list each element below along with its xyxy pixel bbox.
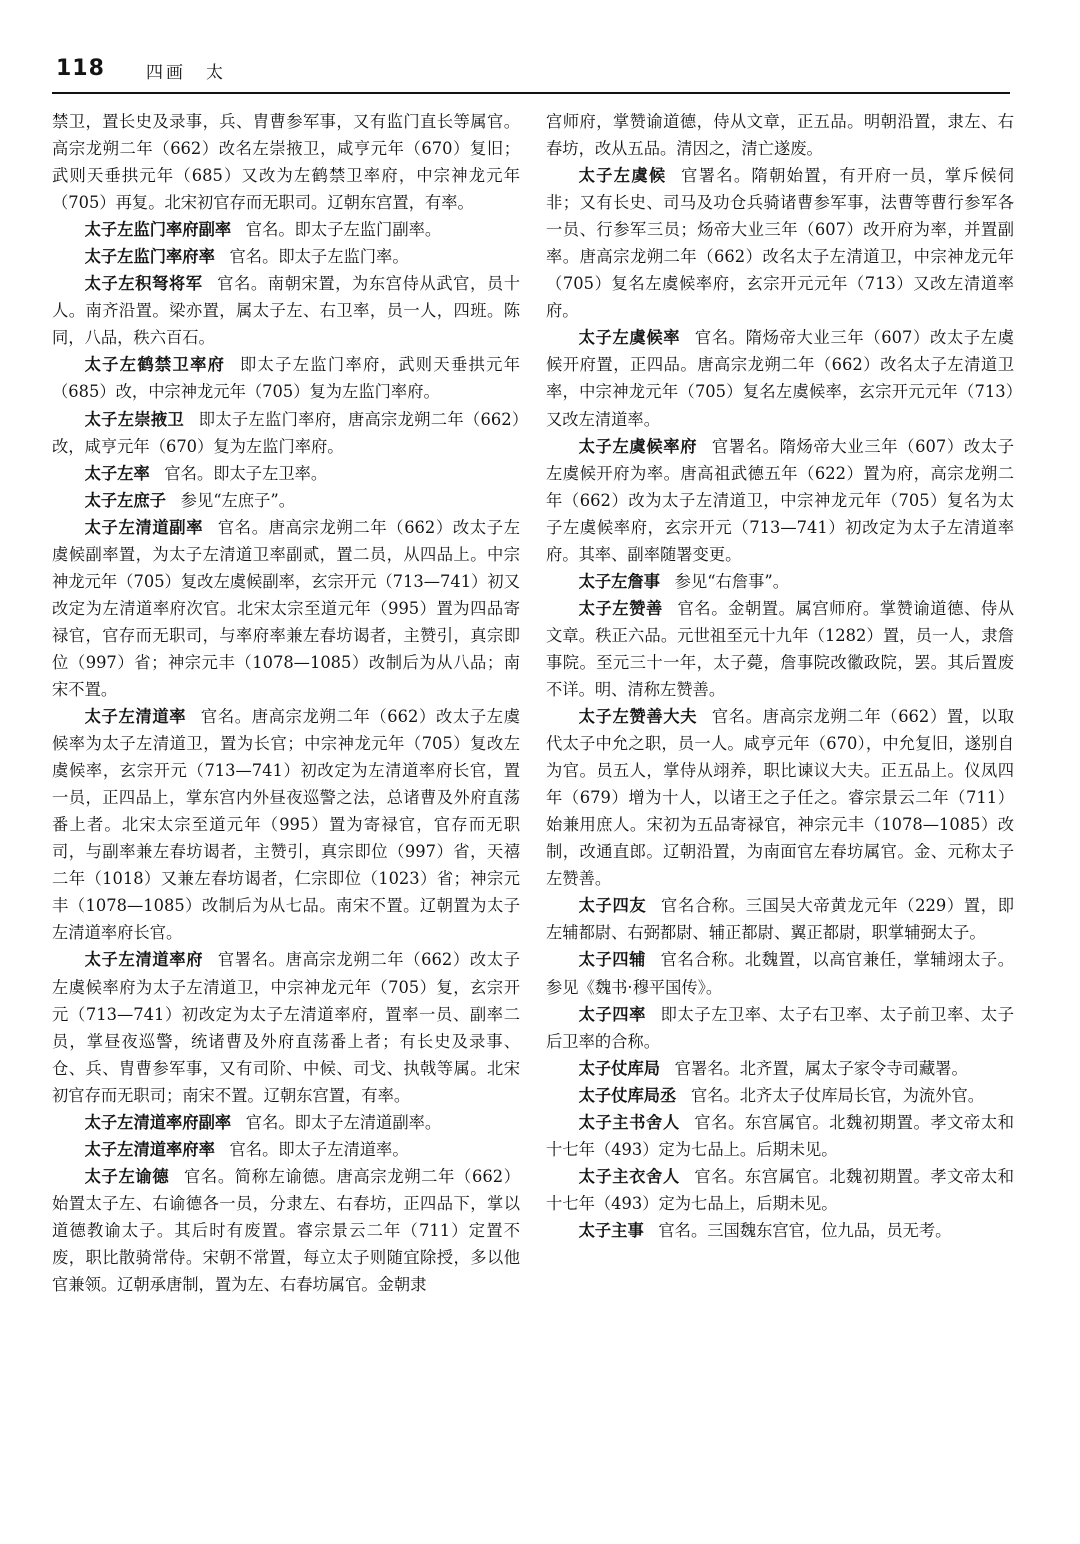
entry-definition: 官名。金朝置。属宫师府。掌赞谕道德、侍从文章。秩正六品。元世祖至元十九年（1282）置，员一人，隶詹事院。至元三十一年，太子薨，詹事院改徽政院，罢。其后置废不详。明、清称左赞善。 (546, 598, 1014, 699)
entry-definition: 参见“左庶子”。 (180, 490, 296, 510)
entry-definition: 官署名。隋朝始置，有开府一员，掌斥候伺非；又有长史、司马及功仓兵骑诸曹参军事，法曹等曹行参军各一员、行参军三员；炀帝大业三年（607）改开府为率，并置副率。唐高宗龙朔二年（662）改名太子左清道卫，中宗神龙元年（705）复名左虞候率府，玄宗开元元年（713）又改左清道率府。 (546, 166, 1014, 321)
dictionary-entry (52, 514, 520, 703)
dictionary-entry (546, 162, 1014, 324)
entry-definition: 官名合称。北魏置，以高官兼任，掌辅翊太子。参见《魏书·穆平国传》。 (546, 950, 1014, 997)
entry-headword: 太子左崇掖卫 (84, 409, 185, 429)
entry-definition: 即太子左卫率、太子右卫率、太子前卫率、太子后卫率的合称。 (546, 1004, 1014, 1051)
entry-headword: 太子左詹事 (578, 571, 661, 591)
entry-definition: 官名。东宫属官。北魏初期置。孝文帝太和十七年（493）定为七品上，后期未见。 (546, 1166, 1014, 1213)
dictionary-entry (546, 1217, 1014, 1244)
entry-definition: 官名。即太子左清道副率。 (245, 1112, 442, 1132)
entry-headword: 太子左赞善 (578, 598, 663, 618)
entry-definition: 参见“右詹事”。 (674, 571, 790, 591)
right-column (546, 108, 1014, 1244)
entry-headword: 太子左谕德 (84, 1166, 170, 1186)
entry-headword: 太子左监门率府副率 (84, 220, 232, 240)
entry-headword: 太子左清道率府率 (84, 1139, 215, 1159)
dictionary-entry (52, 270, 520, 351)
dictionary-entry (52, 243, 520, 270)
entry-definition: 禁卫，置长史及录事，兵、胄曹参军事，又有监门直长等属官。高宗龙朔二年（662）改名左崇掖卫，咸亨元年（670）复旧；武则天垂拱元年（685）又改为左鹤禁卫率府，中宗神龙元年（705）再复。北宋初官存而无职司。辽朝东宫置，有率。 (52, 112, 520, 213)
entry-definition: 宫师府，掌赞谕道德，侍从文章，正五品。明朝沿置，隶左、右春坊，改从五品。清因之，清亡遂废。 (546, 112, 1014, 159)
dictionary-entry (52, 1109, 520, 1136)
entry-definition: 官署名。北齐置，属太子家令寺司藏署。 (674, 1058, 968, 1078)
entry-headword: 太子左虞候 (578, 166, 667, 186)
dictionary-entry (546, 892, 1014, 946)
entry-headword: 太子左鹤禁卫率府 (84, 355, 226, 375)
dictionary-entry (52, 487, 520, 514)
dictionary-entry (546, 946, 1014, 1000)
entry-headword: 太子左虞候率 (578, 328, 681, 348)
dictionary-entry (52, 460, 520, 487)
entry-headword: 太子主衣舍人 (578, 1166, 680, 1186)
dictionary-entry (546, 595, 1014, 703)
entry-definition: 即太子左监门率府，唐高宗龙朔二年（662）改，咸亨元年（670）复为左监门率府。 (52, 409, 520, 456)
header-rule (52, 92, 1010, 94)
dictionary-entry (546, 108, 1014, 162)
entry-definition: 官名。即太子左清道率。 (229, 1139, 409, 1159)
entry-definition: 官名。唐高宗龙朔二年（662）置，以取代太子中允之职，员一人。咸亨元年（670），中允复旧，遂别自为官。员五人，掌侍从翊养，职比谏议大夫。正五品上。仪凤四年（679）增为十人，以诸王之子任之。睿宗景云二年（711）始兼用庶人。宋初为五品寄禄官，神宗元丰（1078—1085）改制，改通直郎。辽朝沿置，为南面官左春坊属官。金、元称太子左赞善。 (546, 707, 1014, 889)
entry-headword: 太子左庶子 (84, 490, 167, 510)
section-heading: 四画 太 (146, 63, 226, 83)
dictionary-entry (546, 433, 1014, 568)
dictionary-entry (52, 703, 520, 946)
page-header (56, 56, 1006, 88)
entry-definition: 官名。北齐太子仗库局长官，为流外官。 (690, 1085, 985, 1105)
entry-headword: 太子四率 (578, 1004, 647, 1024)
dictionary-entry (546, 568, 1014, 595)
dictionary-entry (546, 1055, 1014, 1082)
dictionary-entry (546, 1109, 1014, 1163)
entry-headword: 太子四友 (578, 896, 647, 916)
entry-headword: 太子左清道率府副率 (84, 1112, 232, 1132)
entry-headword: 太子仗库局丞 (578, 1085, 677, 1105)
dictionary-entry (52, 406, 520, 460)
dictionary-entry (546, 324, 1014, 432)
dictionary-entry (52, 216, 520, 243)
entry-definition: 官名。即太子左监门副率。 (245, 220, 442, 240)
dictionary-entry (546, 1163, 1014, 1217)
left-column (52, 108, 520, 1298)
entry-definition: 官名。东宫属官。北魏初期置。孝文帝太和十七年（493）定为七品上。后期未见。 (546, 1112, 1014, 1159)
dictionary-entry (546, 703, 1014, 892)
entry-headword: 太子左积弩将军 (84, 274, 203, 294)
entry-headword: 太子仗库局 (578, 1058, 661, 1078)
dictionary-entry (52, 351, 520, 405)
entry-headword: 太子左清道率 (84, 707, 187, 727)
entry-definition: 官名。南朝宋置，为东宫侍从武官，员十人。南齐沿置。梁亦置，属太子左、右卫率，员一人，四班。陈同，八品，秩六百石。 (52, 274, 520, 348)
page-number: 118 (56, 56, 105, 81)
dictionary-entry (52, 1163, 520, 1298)
entry-headword: 太子左清道率府 (84, 950, 204, 970)
dictionary-entry (546, 1082, 1014, 1109)
dictionary-entry (546, 1001, 1014, 1055)
entry-definition: 官名。隋炀帝大业三年（607）改太子左虞候开府置，正四品。唐高宗龙朔二年（662）改名太子左清道卫率，中宗神龙元年（705）复名左虞候率，玄宗开元元年（713）又改左清道率。 (546, 328, 1014, 429)
entry-definition: 官名。唐高宗龙朔二年（662）改太子左虞候副率置，为太子左清道卫率副贰，置二员，从四品上。中宗神龙元年（705）复改左虞候副率，玄宗开元（713—741）初又改定为左清道率府次官。北宋太宗至道元年（995）置为四品寄禄官，官存而无职司，与率府率兼左春坊谒者，主赞引，真宗即位（997）省；神宗元丰（1078—1085）改制后为从八品；南宋不置。 (52, 517, 520, 699)
entry-definition: 即太子左监门率府，武则天垂拱元年（685）改，中宗神龙元年（705）复为左监门率府。 (52, 355, 520, 402)
entry-definition: 官名。简称左谕德。唐高宗龙朔二年（662）始置太子左、右谕德各一员，分隶左、右春坊，正四品下，掌以道德教谕太子。其后时有废置。睿宗景云二年（711）定置不废，职比散骑常侍。宋朝不常置，每立太子则随宜除授，多以他官兼领。辽朝承唐制，置为左、右春坊属官。金朝隶 (52, 1166, 520, 1295)
entry-definition: 官名。即太子左监门率。 (229, 247, 409, 267)
entry-definition: 官名。即太子左卫率。 (164, 463, 328, 483)
entry-definition: 官名合称。三国吴大帝黄龙元年（229）置，即左辅都尉、右弼都尉、辅正都尉、翼正都尉，职掌辅弼太子。 (546, 896, 1014, 943)
entry-headword: 太子主事 (578, 1220, 644, 1240)
entry-headword: 太子左赞善大夫 (578, 707, 698, 727)
entry-definition: 官名。三国魏东宫官，位九品，员无考。 (658, 1220, 952, 1240)
entry-definition: 官署名。隋炀帝大业三年（607）改太子左虞候开府为率。唐高祖武德五年（622）置为府，高宗龙朔二年（662）改为太子左清道卫，中宗神龙元年（705）复名为太子左虞候率府，玄宗开元（713—741）初改定为太子左清道率府。其率、副率随署变更。 (546, 436, 1014, 564)
dictionary-entry (52, 108, 520, 216)
dictionary-entry (52, 1136, 520, 1163)
entry-definition: 官署名。唐高宗龙朔二年（662）改太子左虞候率府为太子左清道卫，中宗神龙元年（705）复，玄宗开元（713—741）初改定为太子左清道率府，置率一员、副率二员，掌昼夜巡警，统诸曹及外府直荡番上者；有长史及录事、仓、兵、胄曹参军事，又有司阶、中候、司戈、执戟等属。北宋初官存而无职司；南宋不置。辽朝东宫置，有率。 (52, 950, 520, 1105)
entry-headword: 太子左清道副率 (84, 517, 204, 537)
entry-headword: 太子左虞候率府 (578, 436, 698, 456)
entry-headword: 太子左率 (84, 463, 150, 483)
entry-headword: 太子左监门率府率 (84, 247, 215, 267)
entry-headword: 太子主书舍人 (578, 1112, 680, 1132)
entry-definition: 官名。唐高宗龙朔二年（662）改太子左虞候率为太子左清道卫，置为长官；中宗神龙元年（705）复改左虞候率，玄宗开元（713—741）初改定为左清道率府长官，置一员，正四品上，掌东宫内外昼夜巡警之法，总诸曹及外府直荡番上者。北宋太宗至道元年（995）置为寄禄官，官存而无职司，与副率兼左春坊谒者，主赞引，真宗即位（997）省，天禧二年（1018）又兼左春坊谒者，仁宗即位（1023）省；神宗元丰（1078—1085）改制后为从七品。南宋不置。辽朝置为太子左清道率府长官。 (52, 707, 520, 943)
dictionary-entry (52, 946, 520, 1108)
entry-headword: 太子四辅 (578, 950, 647, 970)
